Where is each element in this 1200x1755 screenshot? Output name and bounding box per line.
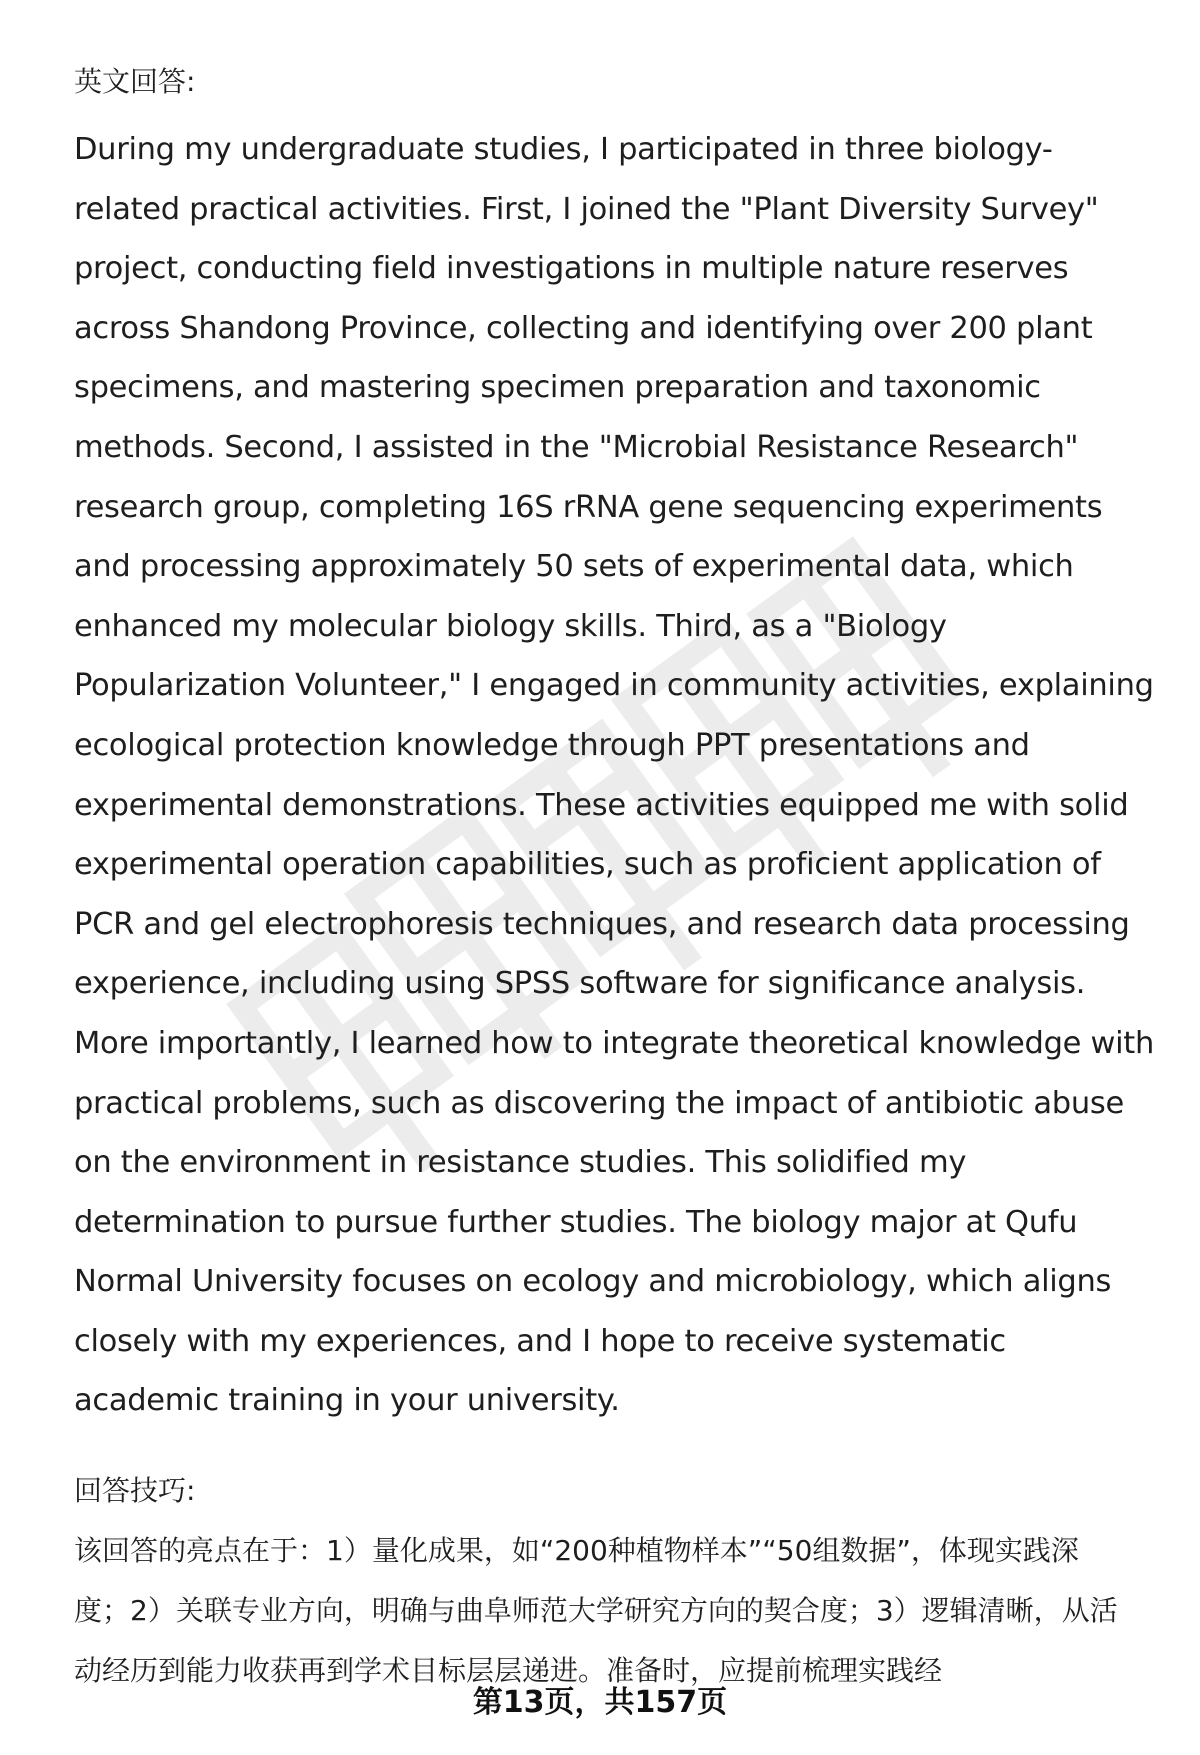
answer-heading: 英文回答: (74, 65, 196, 98)
section-spacer (74, 1431, 1154, 1471)
answer-paragraph: During my undergraduate studies, I participated in three biology-related practical activities. First, I joined the "Plant Diversity Survey" project, conducting field investigations in multiple nature reserves across Shandong Province, collecting and identifying over 200 plant specimens, and mastering specimen preparation and taxonomic methods. Second, I assisted in the "Microbial Resistance Research" research group, completing 16S rRNA gene sequencing experiments and processing approximately 50 sets of experimental data, which enhanced my molecular biology skills. Third, as a "Biology Popularization Volunteer," I engaged in community activities, explaining ecological protection knowledge through PPT presentations and experimental demonstrations. These activities equipped me with solid experimental operation capabilities, such as proficient application of PCR and gel electrophoresis techniques, and research data processing experience, including using SPSS software for significance analysis. More importantly, I learned how to integrate theoretical knowledge with practical problems, such as discovering the impact of antibiotic abuse on the environment in resistance studies. This solidified my determination to pursue further studies. The biology major at Qufu Normal University focuses on ecology and microbiology, which aligns closely with my experiences, and I hope to receive systematic academic training in your university. (74, 132, 1154, 1419)
content-area (74, 62, 1154, 1701)
tips-heading: 回答技巧: (74, 1474, 196, 1508)
page-number-footer: 第13页，共157页 (472, 1685, 728, 1720)
tips-paragraph: 该回答的亮点在于：1）量化成果，如“200种植物样本”“50组数据”，体现实践深度；2）关联专业方向，明确与曲阜师范大学研究方向的契合度；3）逻辑清晰，从活动经历到能力收获再到学术目标层层递进。准备时，应提前梳理实践经 (74, 1534, 1118, 1688)
